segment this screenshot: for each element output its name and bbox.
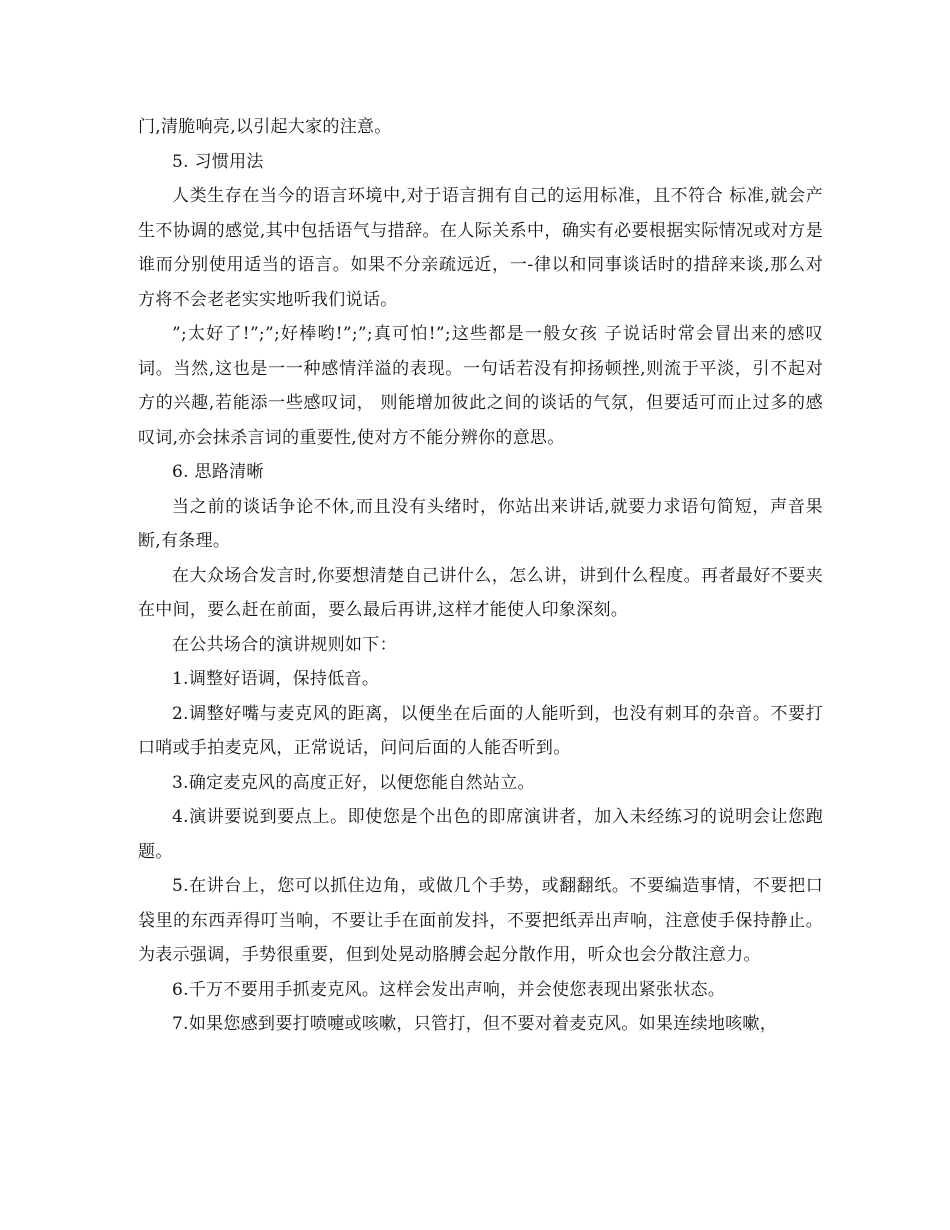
paragraph: ”;太好了!”;”;好棒哟!”;”;真可怕!”;这些都是一般女孩 子说话时常会冒出来的感叹词。当然,这也是一一种感情洋溢的表现。一句话若没有抑扬顿挫,则流于平淡，引不起对方的兴趣,若能添一些感叹词， 则能增加彼此之间的谈话的气氛，但要适可而止过多的感叹词,亦会抹杀言词的重要性,使对方不能分辨你的意思。 <box>138 324 823 448</box>
list-item: 2.调整好嘴与麦克风的距离，以便坐在后面的人能听到，也没有刺耳的杂音。不要打口哨或手拍麦克风，正常说话，问问后面的人能否听到。 <box>138 703 823 758</box>
list-item: 5.在讲台上，您可以抓住边角，或做几个手势，或翻翻纸。不要编造事情，不要把口袋里的东西弄得叮当响，不要让手在面前发抖，不要把纸弄出声响，注意使手保持静止。为表示强调，手势很重要，但到处晃动胳膊会起分散作用，听众也会分散注意力。 <box>138 876 823 965</box>
paragraph: 在大众场合发言时,你要想清楚自己讲什么，怎么讲，讲到什么程度。再者最好不要夹在中间，要么赶在前面，要么最后再讲,这样才能使人印象深刻。 <box>138 565 823 620</box>
list-item: 3.确定麦克风的高度正好，以便您能自然站立。 <box>172 772 535 793</box>
list-item: 7.如果您感到要打喷嚏或咳嗽，只管打，但不要对着麦克风。如果连续地咳嗽， <box>172 1014 778 1034</box>
list-intro: 在公共场合的演讲规则如下： <box>172 634 397 655</box>
paragraph: 当之前的谈话争论不休,而且没有头绪时，你站出来讲话,就要力求语句简短，声音果断,有条理。 <box>138 496 823 551</box>
list-item: 4.演讲要说到要点上。即使您是个出色的即席演讲者，加入未经练习的说明会让您跑题。 <box>138 807 823 862</box>
list-item: 1.调整好语调，保持低音。 <box>172 669 380 689</box>
body-text <box>138 110 823 1042</box>
section-heading-clear-thinking: 6. 思路清晰 <box>172 462 264 482</box>
list-item: 6.千万不要用手抓麦克风。这样会发出声响，并会使您表现出紧张状态。 <box>172 979 726 1000</box>
section-heading-habitual-usage: 5. 习惯用法 <box>172 151 264 172</box>
paragraph: 人类生存在当今的语言环境中,对于语言拥有自己的运用标准，且不符合 标准,就会产生不协调的感觉,其中包括语气与措辞。在人际关系中，确实有必要根据实际情况或对方是谁而分别使用适当的语言。如果不分亲疏远近，一-律以和同事谈话时的措辞来谈,那么对方将不会老老实实地听我们说话。 <box>138 186 823 310</box>
paragraph-continuation: 门,清脆响亮,以引起大家的注意。 <box>138 117 392 137</box>
